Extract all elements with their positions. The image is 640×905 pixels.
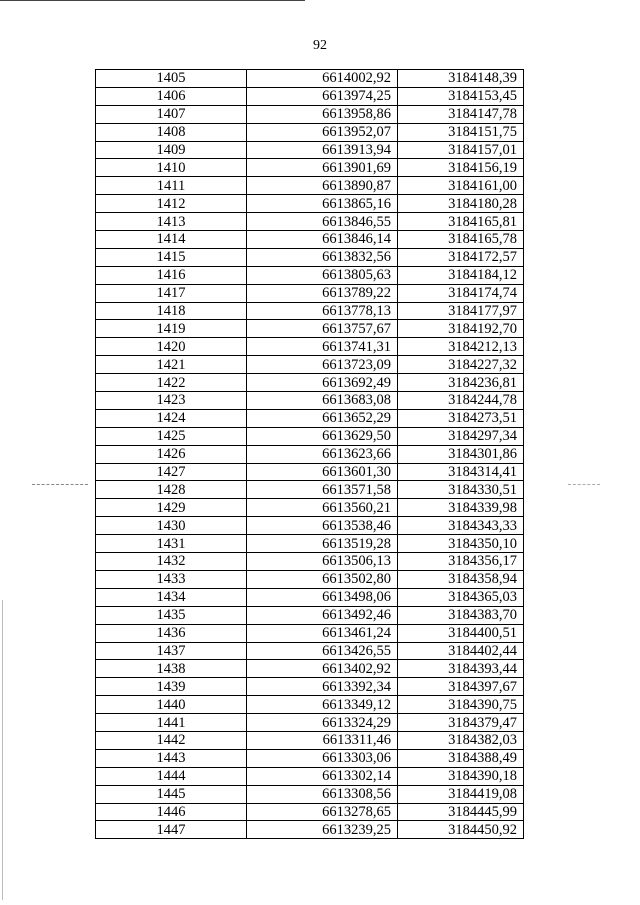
table-row	[96, 356, 524, 374]
point-number-cell: 1427	[96, 463, 247, 481]
point-number-cell: 1423	[96, 392, 247, 410]
point-number-cell: 1421	[96, 356, 247, 374]
point-number-cell: 1413	[96, 213, 247, 231]
y-coordinate-cell: 3184358,94	[398, 570, 524, 588]
y-coordinate-cell: 3184172,57	[398, 248, 524, 266]
point-number-cell: 1406	[96, 87, 247, 105]
y-coordinate-cell: 3184156,19	[398, 159, 524, 177]
table-row	[96, 231, 524, 249]
page-number: 92	[313, 38, 327, 53]
point-number-cell: 1446	[96, 803, 247, 821]
x-coordinate-cell: 6613426,55	[247, 642, 398, 660]
point-number-cell: 1430	[96, 517, 247, 535]
x-coordinate-cell: 6613498,06	[247, 588, 398, 606]
table-row	[96, 570, 524, 588]
y-coordinate-cell: 3184174,74	[398, 284, 524, 302]
y-coordinate-cell: 3184365,03	[398, 588, 524, 606]
table-row	[96, 553, 524, 571]
table-row	[96, 821, 524, 839]
scan-edge-shadow	[2, 600, 3, 900]
y-coordinate-cell: 3184297,34	[398, 427, 524, 445]
table-row	[96, 320, 524, 338]
table-row	[96, 624, 524, 642]
x-coordinate-cell: 6613278,65	[247, 803, 398, 821]
point-number-cell: 1428	[96, 481, 247, 499]
table-row	[96, 767, 524, 785]
point-number-cell: 1412	[96, 195, 247, 213]
x-coordinate-cell: 6613502,80	[247, 570, 398, 588]
point-number-cell: 1432	[96, 553, 247, 571]
y-coordinate-cell: 3184165,81	[398, 213, 524, 231]
x-coordinate-cell: 6613392,34	[247, 678, 398, 696]
x-coordinate-cell: 6613913,94	[247, 141, 398, 159]
x-coordinate-cell: 6613974,25	[247, 87, 398, 105]
y-coordinate-cell: 3184400,51	[398, 624, 524, 642]
table-row	[96, 338, 524, 356]
point-number-cell: 1443	[96, 749, 247, 767]
table-row	[96, 481, 524, 499]
point-number-cell: 1437	[96, 642, 247, 660]
point-number-cell: 1433	[96, 570, 247, 588]
y-coordinate-cell: 3184165,78	[398, 231, 524, 249]
point-number-cell: 1441	[96, 714, 247, 732]
point-number-cell: 1435	[96, 606, 247, 624]
point-number-cell: 1422	[96, 374, 247, 392]
y-coordinate-cell: 3184244,78	[398, 392, 524, 410]
table-row	[96, 302, 524, 320]
x-coordinate-cell: 6613958,86	[247, 105, 398, 123]
point-number-cell: 1425	[96, 427, 247, 445]
table-row	[96, 445, 524, 463]
point-number-cell: 1408	[96, 123, 247, 141]
x-coordinate-cell: 6613757,67	[247, 320, 398, 338]
point-number-cell: 1424	[96, 409, 247, 427]
x-coordinate-cell: 6613846,55	[247, 213, 398, 231]
table-row	[96, 105, 524, 123]
point-number-cell: 1410	[96, 159, 247, 177]
point-number-cell: 1409	[96, 141, 247, 159]
y-coordinate-cell: 3184330,51	[398, 481, 524, 499]
table-row	[96, 660, 524, 678]
table-row	[96, 606, 524, 624]
table-row	[96, 87, 524, 105]
table-row	[96, 248, 524, 266]
x-coordinate-cell: 6613324,29	[247, 714, 398, 732]
y-coordinate-cell: 3184419,08	[398, 785, 524, 803]
point-number-cell: 1415	[96, 248, 247, 266]
x-coordinate-cell: 6613789,22	[247, 284, 398, 302]
x-coordinate-cell: 6613349,12	[247, 696, 398, 714]
x-coordinate-cell: 6613623,66	[247, 445, 398, 463]
x-coordinate-cell: 6613865,16	[247, 195, 398, 213]
x-coordinate-cell: 6613239,25	[247, 821, 398, 839]
x-coordinate-cell: 6613538,46	[247, 517, 398, 535]
table-row	[96, 409, 524, 427]
y-coordinate-cell: 3184350,10	[398, 535, 524, 553]
x-coordinate-cell: 6613652,29	[247, 409, 398, 427]
point-number-cell: 1419	[96, 320, 247, 338]
x-coordinate-cell: 6613692,49	[247, 374, 398, 392]
y-coordinate-cell: 3184388,49	[398, 749, 524, 767]
table-row	[96, 803, 524, 821]
y-coordinate-cell: 3184212,13	[398, 338, 524, 356]
table-row	[96, 696, 524, 714]
x-coordinate-cell: 6613805,63	[247, 266, 398, 284]
y-coordinate-cell: 3184379,47	[398, 714, 524, 732]
x-coordinate-cell: 6613846,14	[247, 231, 398, 249]
point-number-cell: 1442	[96, 731, 247, 749]
point-number-cell: 1417	[96, 284, 247, 302]
x-coordinate-cell: 6613519,28	[247, 535, 398, 553]
table-row	[96, 517, 524, 535]
x-coordinate-cell: 6613571,58	[247, 481, 398, 499]
y-coordinate-cell: 3184314,41	[398, 463, 524, 481]
y-coordinate-cell: 3184356,17	[398, 553, 524, 571]
table-row	[96, 535, 524, 553]
y-coordinate-cell: 3184402,44	[398, 642, 524, 660]
x-coordinate-cell: 6613402,92	[247, 660, 398, 678]
table-row	[96, 266, 524, 284]
y-coordinate-cell: 3184382,03	[398, 731, 524, 749]
y-coordinate-cell: 3184236,81	[398, 374, 524, 392]
point-number-cell: 1445	[96, 785, 247, 803]
point-number-cell: 1426	[96, 445, 247, 463]
y-coordinate-cell: 3184390,75	[398, 696, 524, 714]
point-number-cell: 1439	[96, 678, 247, 696]
y-coordinate-cell: 3184148,39	[398, 70, 524, 88]
point-number-cell: 1411	[96, 177, 247, 195]
y-coordinate-cell: 3184147,78	[398, 105, 524, 123]
table-row	[96, 195, 524, 213]
x-coordinate-cell: 6613506,13	[247, 553, 398, 571]
point-number-cell: 1405	[96, 70, 247, 88]
table-row	[96, 714, 524, 732]
point-number-cell: 1438	[96, 660, 247, 678]
table-row	[96, 785, 524, 803]
table-row	[96, 374, 524, 392]
y-coordinate-cell: 3184383,70	[398, 606, 524, 624]
point-number-cell: 1447	[96, 821, 247, 839]
y-coordinate-cell: 3184184,12	[398, 266, 524, 284]
x-coordinate-cell: 6613890,87	[247, 177, 398, 195]
table-row	[96, 731, 524, 749]
x-coordinate-cell: 6613683,08	[247, 392, 398, 410]
table-row	[96, 427, 524, 445]
coordinates-table	[95, 69, 524, 839]
y-coordinate-cell: 3184273,51	[398, 409, 524, 427]
point-number-cell: 1429	[96, 499, 247, 517]
point-number-cell: 1418	[96, 302, 247, 320]
y-coordinate-cell: 3184393,44	[398, 660, 524, 678]
point-number-cell: 1440	[96, 696, 247, 714]
table-row	[96, 749, 524, 767]
point-number-cell: 1420	[96, 338, 247, 356]
y-coordinate-cell: 3184177,97	[398, 302, 524, 320]
table-row	[96, 678, 524, 696]
x-coordinate-cell: 6613901,69	[247, 159, 398, 177]
coordinates-table-body	[96, 70, 524, 839]
point-number-cell: 1414	[96, 231, 247, 249]
x-coordinate-cell: 6613560,21	[247, 499, 398, 517]
y-coordinate-cell: 3184445,99	[398, 803, 524, 821]
coordinates-table-container	[95, 69, 524, 839]
table-row	[96, 213, 524, 231]
table-row	[96, 642, 524, 660]
x-coordinate-cell: 6613629,50	[247, 427, 398, 445]
x-coordinate-cell: 6613832,56	[247, 248, 398, 266]
table-row	[96, 284, 524, 302]
x-coordinate-cell: 6613741,31	[247, 338, 398, 356]
table-row	[96, 392, 524, 410]
y-coordinate-cell: 3184450,92	[398, 821, 524, 839]
y-coordinate-cell: 3184151,75	[398, 123, 524, 141]
x-coordinate-cell: 6613601,30	[247, 463, 398, 481]
y-coordinate-cell: 3184157,01	[398, 141, 524, 159]
point-number-cell: 1431	[96, 535, 247, 553]
x-coordinate-cell: 6613778,13	[247, 302, 398, 320]
fold-mark-left	[32, 484, 88, 485]
y-coordinate-cell: 3184390,18	[398, 767, 524, 785]
y-coordinate-cell: 3184343,33	[398, 517, 524, 535]
x-coordinate-cell: 6613303,06	[247, 749, 398, 767]
point-number-cell: 1436	[96, 624, 247, 642]
y-coordinate-cell: 3184161,00	[398, 177, 524, 195]
y-coordinate-cell: 3184397,67	[398, 678, 524, 696]
y-coordinate-cell: 3184153,45	[398, 87, 524, 105]
y-coordinate-cell: 3184339,98	[398, 499, 524, 517]
table-row	[96, 463, 524, 481]
table-row	[96, 159, 524, 177]
x-coordinate-cell: 6613723,09	[247, 356, 398, 374]
y-coordinate-cell: 3184227,32	[398, 356, 524, 374]
table-row	[96, 70, 524, 88]
table-row	[96, 177, 524, 195]
point-number-cell: 1416	[96, 266, 247, 284]
table-row	[96, 123, 524, 141]
point-number-cell: 1434	[96, 588, 247, 606]
fold-mark-right	[568, 484, 600, 485]
x-coordinate-cell: 6613302,14	[247, 767, 398, 785]
table-row	[96, 588, 524, 606]
x-coordinate-cell: 6613311,46	[247, 731, 398, 749]
y-coordinate-cell: 3184192,70	[398, 320, 524, 338]
x-coordinate-cell: 6613461,24	[247, 624, 398, 642]
x-coordinate-cell: 6613492,46	[247, 606, 398, 624]
y-coordinate-cell: 3184180,28	[398, 195, 524, 213]
scan-edge-line	[0, 0, 305, 1]
point-number-cell: 1407	[96, 105, 247, 123]
table-row	[96, 499, 524, 517]
table-row	[96, 141, 524, 159]
x-coordinate-cell: 6614002,92	[247, 70, 398, 88]
x-coordinate-cell: 6613952,07	[247, 123, 398, 141]
x-coordinate-cell: 6613308,56	[247, 785, 398, 803]
point-number-cell: 1444	[96, 767, 247, 785]
y-coordinate-cell: 3184301,86	[398, 445, 524, 463]
